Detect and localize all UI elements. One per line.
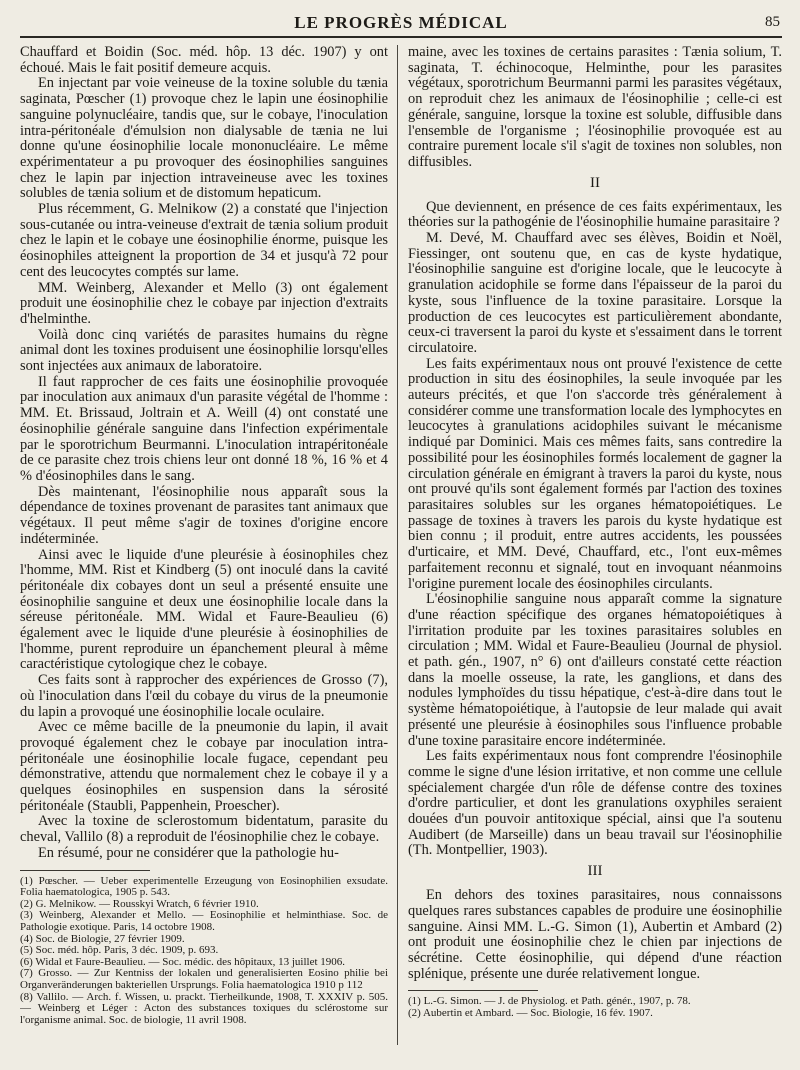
footnote: (7) Grosso. — Zur Kentniss der lokalen und generalisierten Eosino philie bei Organveränderungen bakteriellen Ursprungs. Folia haematologica 1910 p 112 bbox=[20, 967, 388, 991]
paragraph: Ces faits sont à rapprocher des expériences de Grosso (7), où l'inoculation dans l'œil du cobaye du virus de la pneumonie du lapin a provoqué une éosinophilie locale oculaire. bbox=[20, 672, 388, 720]
paragraph: Dès maintenant, l'éosinophilie nous apparaît sous la dépendance de toxines provenant de parasites tant animaux que végétaux. Il peut même s'agir de toxines d'origine encore indéterminée. bbox=[20, 483, 388, 547]
paragraph: Plus récemment, G. Melnikow (2) a constaté que l'injection sous-cutanée ou intra-veineuse d'extrait de tænia solium produit chez le lapin et le cobaye une éosinophilie énorme, puisque les éosinophiles atteignent la proportion de 34 et jusqu'à 72 pour cent des leucocytes comptés sur lame. bbox=[20, 201, 388, 280]
paragraph: MM. Weinberg, Alexander et Mello (3) ont également produit une éosinophilie chez le cobaye par injection d'extraits d'helminthe. bbox=[20, 279, 388, 327]
footnote: (3) Weinberg, Alexander et Mello. — Eosinophilie et helminthiase. Soc. de Pathologie exotique. Paris, 14 octobre 1908. bbox=[20, 909, 388, 933]
paragraph: Que deviennent, en présence de ces faits expérimentaux, les théories sur la pathogénie de l'éosinophilie humaine parasitaire ? bbox=[408, 198, 782, 231]
paragraph: En résumé, pour ne considérer que la pathologie hu- bbox=[38, 844, 339, 861]
page-header bbox=[20, 10, 782, 38]
footnote: (1) L.-G. Simon. — J. de Physiolog. et Path. génér., 1907, p. 78. bbox=[408, 995, 691, 1008]
footnote: (1) Pœscher. — Ueber experimentelle Erzeugung von Eosinophilien exsudate. Folia haematologica, 1905 p. 543. bbox=[20, 874, 388, 899]
footnote: (5) Soc. méd. hôp. Paris, 3 déc. 1909, p. 693. bbox=[20, 944, 219, 957]
paragraph: L'éosinophilie sanguine nous apparaît comme la signature d'une réaction spécifique des organes hématopoiétiques à l'irritation produite par les toxines parasitaires solubles en circulation ; MM. Widal et Faure-Beaulieu (Journal de physiol. et path. gén., 1907, n° 6) ont d'ailleurs constaté cette réaction dans la moelle osseuse, la rate, les ganglions, et dans des nodules lymphoïdes du tissu hépatique, c'est-à-dire dans tout le système hématopoiétique, à l'autopsie de leur malade qui avait présenté une pleurésie à éosinophiles sous l'influence probable d'une toxine parasitaire encore indéterminée. bbox=[408, 591, 782, 749]
paragraph: Ainsi avec le liquide d'une pleurésie à éosinophiles chez l'homme, MM. Rist et Kindberg (5) ont inoculé dans la cavité péritonéale dix cobayes dont un seul a présenté ensuite une éosinophilie sanguine et deux une éosinophilie locale dans la séreuse péritonéale. MM. Widal et Faure-Beaulieu (6) également avec le liquide d'une pleurésie à éosinophilies de l'homme, purent reproduire un épanchement pleural à même caractéristique cytologique chez le cobaye. bbox=[20, 546, 388, 673]
right-column bbox=[408, 45, 782, 1060]
footnote: (2) G. Melnikow. — Rousskyi Wratch, 6 février 1910. bbox=[20, 897, 259, 910]
paragraph: maine, avec les toxines de certains parasites : Tænia solium, T. saginata, T. échinocoque, Helminthe, pour les parasites végétaux, sporotrichum Beurmanni parmi les parasites végétaux, on reproduit chez les animaux de l'éosinophilie ; celle-ci est générale, sanguine, lorsque la toxine est soluble, diffusible dans l'ensemble de l'organisme ; l'éosinophilie provoquée est au contraire purement locale s'il s'agit de toxines non solubles, non diffusibles. bbox=[408, 45, 782, 170]
paragraph: Il faut rapprocher de ces faits une éosinophilie provoquée par inoculation aux animaux d'un parasite végétal de l'homme : MM. Et. Brissaud, Joltrain et A. Weill (4) ont constaté une éosinophilie générale sanguine dans l'infection expérimentale par le sporotrichum Beurmanni. L'inoculation intrapéritonéale de ce parasite chez trois chiens leur ont donné 18 %, 16 % et 4 % d'éosinophiles dans le sang. bbox=[20, 373, 388, 484]
paragraph: Avec la toxine de sclerostomum bidentatum, parasite du cheval, Vallilo (8) a reproduit de l'éosinophilie chez le cobaye. bbox=[20, 813, 388, 846]
footnote: (6) Widal et Faure-Beaulieu. — Soc. médic. des hôpitaux, 13 juillet 1906. bbox=[20, 955, 346, 968]
page-number: 85 bbox=[765, 14, 780, 30]
footnote-rule bbox=[408, 990, 538, 991]
footnote: (4) Soc. de Biologie, 27 février 1909. bbox=[20, 932, 185, 945]
paragraph: Voilà donc cinq variétés de parasites humains du règne animal dont les toxines produisent une éosinophilie lorsqu'elles sont injectées aux animaux de laboratoire. bbox=[20, 326, 388, 375]
journal-title: LE PROGRÈS MÉDICAL bbox=[294, 13, 508, 32]
paragraph: Les faits expérimentaux nous font comprendre l'éosinophile comme le signe d'une lésion irritative, et non comme une cellule spécialement chargée d'un rôle de défense contre des toxines d'ordre particulier, et dont les granulations oxyphiles seraient douées d'un pouvoir antitoxique spécial, ainsi que l'a soutenu Audibert (de Marseille) dans un beau travail sur l'éosinophilie (Th. Montpellier, 1903). bbox=[408, 748, 782, 859]
footnote: (8) Vallilo. — Arch. f. Wissen, u. prackt. Tierheilkunde, 1908, T. XXXIV p. 505. — Weinberg et Léger : Acton des substances toxiques du sclérostome sur l'organisme animal. Soc. de biologie, 11 avril 1908. bbox=[20, 990, 388, 1026]
paragraph: M. Devé, M. Chauffard avec ses élèves, Boidin et Noël, Fiessinger, ont soutenu que, en cas de kyste hydatique, l'éosinophilie sanguine est d'origine locale, que le leucocyte à granulation acidophile se forme dans l'épaisseur de la paroi du kyste, sous l'influence de la toxine parasitaire. Lorsque la production de ces leucocytes est particulièrement abondante, ceux-ci traversent la paroi du kyste et s'essaiment dans le torrent circulatoire. bbox=[408, 230, 782, 356]
paragraph: Avec ce même bacille de la pneumonie du lapin, il avait provoqué également chez le cobaye par inoculation intra-péritonéale une éosinophilie locale fugace, cependant peu démonstrative, attendu que normalement chez le cobaye il y a quelques éosinophiles en suspension dans la sérosité péritonéale (Staubli, Pappenhein, Proescher). bbox=[20, 719, 388, 814]
left-column bbox=[20, 45, 388, 1060]
section-heading-iii: III bbox=[587, 863, 603, 880]
paragraph: En dehors des toxines parasitaires, nous connaissons quelques rares substances capables de produire une éosinophilie sanguine. Ainsi MM. L.-G. Simon (1), Aubertin et Ambard (2) ont produit une éosinophilie chez le chien par injections de sécrétine. Cette éosinophilie, qui dépend d'une réaction splénique, présente une durée relativement longue. bbox=[408, 887, 782, 982]
footnote-rule bbox=[20, 870, 150, 871]
paragraph: Chauffard et Boidin (Soc. méd. hôp. 13 déc. 1907) y ont échoué. Mais le fait positif demeure acquis. bbox=[20, 45, 388, 76]
section-heading-ii: II bbox=[590, 174, 600, 191]
paragraph: Les faits expérimentaux nous ont prouvé l'existence de cette production in situ des éosinophiles, la seule invoquée par les auteurs précités, et que l'on s'accorde très généralement à considérer comme une transformation locale des lymphocytes en leucocytes à granulations acidophiles suivant le mécanisme indiqué par Dominici. Mais ces mêmes faits, sans contredire la possibilité pour les éosinophiles formés localement de gagner la circulation générale en émigrant à travers la paroi du kyste, nous ont prouvé qu'ils sont également formés par l'action des toxines parasitaires solubles sur les organes hématopoiétiques. Le passage de toxines à travers les parois du kyste hydatique est bien connu ; il produit, entre autres accidents, les poussées d'urticaire, et MM. Devé, Chauffard, etc., l'ont eux-mêmes parfaitement reconnu et signalé, tout en invoquant néanmoins l'origine purement locale des éosinophiles circulants. bbox=[408, 355, 782, 592]
footnote: (2) Aubertin et Ambard. — Soc. Biologie, 16 fév. 1907. bbox=[408, 1006, 653, 1019]
column-divider bbox=[397, 45, 398, 1045]
paragraph: En injectant par voie veineuse de la toxine soluble du tænia saginata, Pœscher (1) provoque chez le lapin une éosinophilie sanguine polynucléaire, tandis que, sur le cobaye, l'inoculation intra-péritonéale d'émulsion non dialysable de tænia ne lui donne qu'une éosinophilie locale mononucléaire. Le même expérimentateur a pu provoquer des éosinophilies sanguines chez le lapin par injection intraveineuse avec les toxines solubles de tænia solium et de distomum hepaticum. bbox=[20, 75, 388, 202]
